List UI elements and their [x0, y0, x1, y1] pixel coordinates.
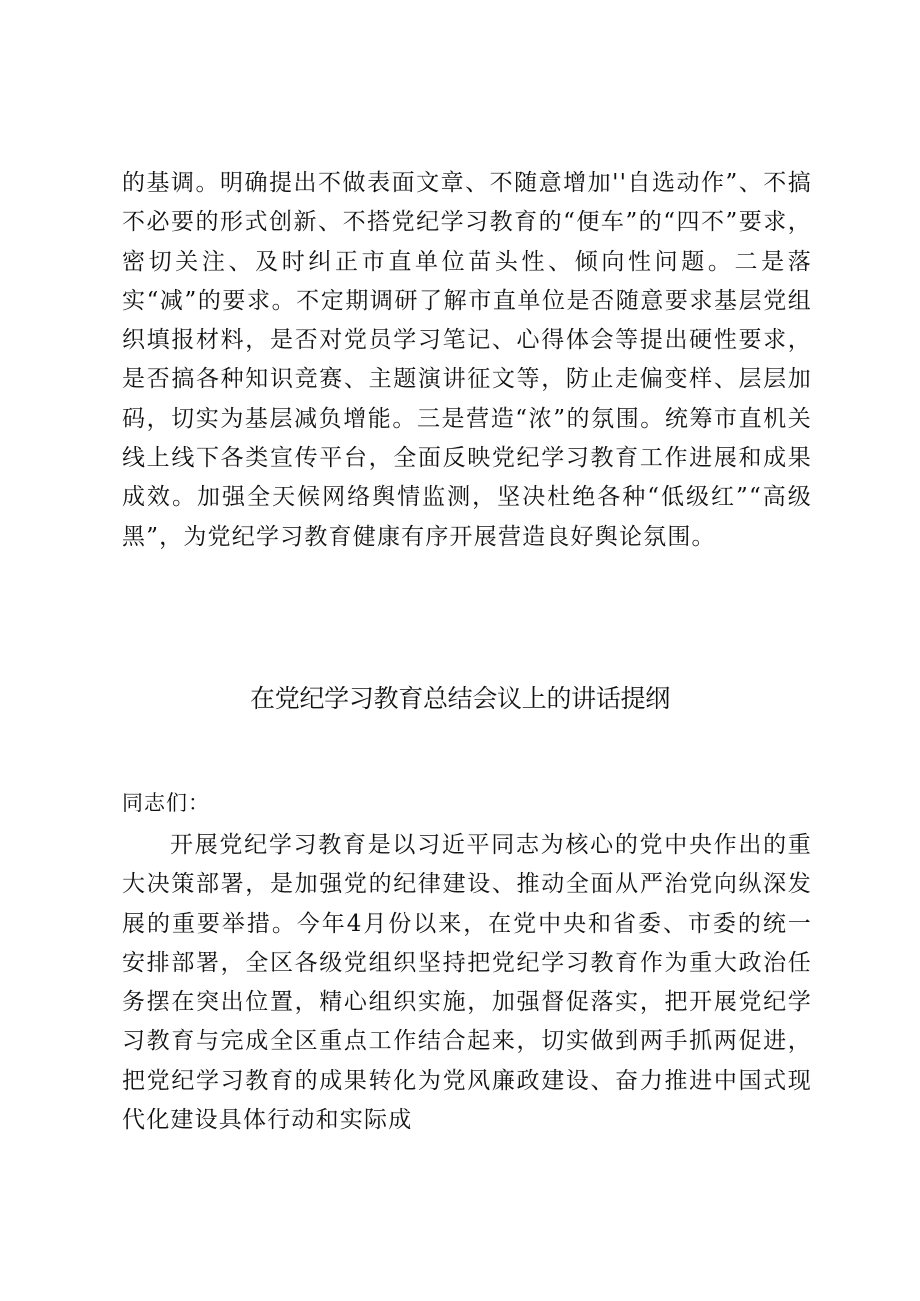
continuation-paragraph: 的基调。明确提出不做表面文章、不随意增加''自选动作”、不搞不必要的形式创新、不搭党纪学习教育的“便车”的“四不”要求，密切关注、及时纠正市直单位苗头性、倾向性问题。二是落实“减”的要求。不定期调研了解市直单位是否随意要求基层党组织填报材料，是否对党员学习笔记、心得体会等提出硬性要求，是否搞各种知识竞赛、主题演讲征文等，防止走偏变样、层层加码，切实为基层减负增能。三是营造“浓”的氛围。统筹市直机关线上线下各类宣传平台，全面反映党纪学习教育工作进展和成果成效。加强全天候网络舆情监测，坚决杜绝各种“低级红”“高级黑”，为党纪学习教育健康有序开展营造良好舆论氛围。: [122, 170, 812, 550]
body-paragraph: 开展党纪学习教育是以习近平同志为核心的党中央作出的重大决策部署，是加强党的纪律建设、推动全面从严治党向纵深发展的重要举措。今年4月份以来，在党中央和省委、市委的统一安排部署，全区各级党组织坚持把党纪学习教育作为重大政治任务摆在突出位置，精心组织实施，加强督促落实，把开展党纪学习教育与完成全区重点工作结合起来，切实做到两手抓两促进，把党纪学习教育的成果转化为党风廉政建设、奋力推进中国式现代化建设具体行动和实际成: [122, 832, 812, 1134]
salutation: 同志们：: [122, 791, 210, 815]
speech-title: 在党纪学习教育总结会议上的讲话提纲: [250, 684, 670, 713]
